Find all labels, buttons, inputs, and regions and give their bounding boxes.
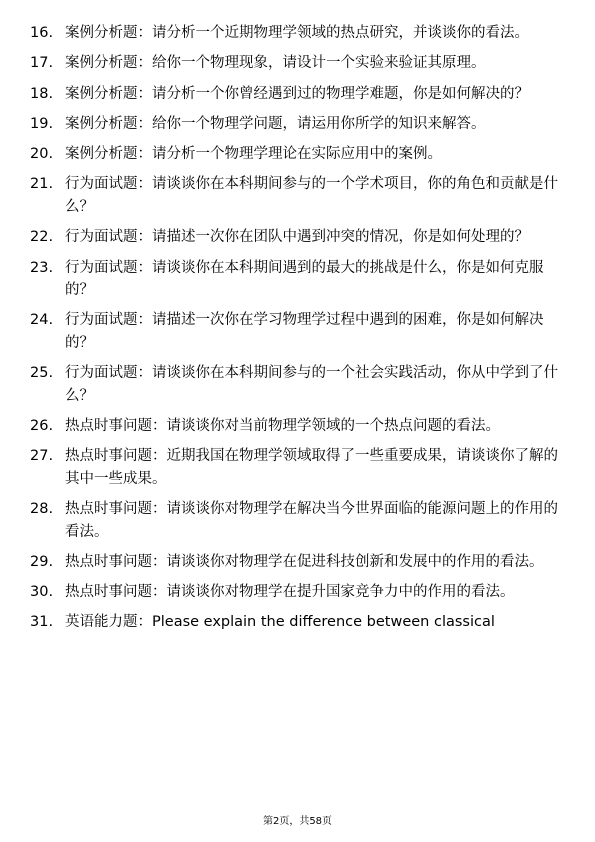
question-number: 18. — [30, 85, 54, 102]
question-number: 24. — [30, 312, 54, 329]
question-number: 19. — [30, 115, 54, 132]
question-number: 28. — [30, 501, 54, 518]
question-item — [0, 362, 595, 407]
question-number: 31. — [30, 614, 54, 631]
question-text: 行为面试题：请谈谈你在本科期间参与的一个学术项目，你的角色和贡献是什么？ — [65, 176, 558, 215]
question-number: 26. — [30, 417, 54, 434]
question-text: 行为面试题：请谈谈你在本科期间遇到的最大的挑战是什么，你是如何克服的？ — [65, 259, 544, 299]
question-item — [0, 257, 595, 302]
question-number: 27. — [30, 448, 54, 465]
question-text: 热点时事问题：请谈谈你对物理学在提升国家竞争力中的作用的看法。 — [65, 584, 515, 601]
question-item — [0, 581, 595, 604]
question-item — [0, 415, 595, 438]
question-item — [0, 173, 595, 218]
question-number: 20. — [30, 146, 54, 163]
page-footer — [0, 815, 595, 829]
question-number: 29. — [30, 553, 54, 570]
question-text: 英语能力题：Please explain the difference between classical — [65, 614, 495, 631]
question-text: 热点时事问题：请谈谈你对当前物理学领域的一个热点问题的看法。 — [65, 417, 500, 434]
question-text: 行为面试题：请描述一次你在团队中遇到冲突的情况，你是如何处理的？ — [65, 229, 529, 246]
question-item — [0, 551, 595, 574]
question-text: 热点时事问题：请谈谈你对物理学在解决当今世界面临的能源问题上的作用的看法。 — [65, 501, 558, 540]
question-item — [0, 52, 595, 75]
question-text: 案例分析题：给你一个物理学问题，请运用你所学的知识来解答。 — [65, 115, 486, 132]
question-number: 30. — [30, 584, 54, 601]
question-text: 案例分析题：请分析一个近期物理学领域的热点研究，并谈谈你的看法。 — [65, 25, 529, 41]
question-text: 热点时事问题：请谈谈你对物理学在促进科技创新和发展中的作用的看法。 — [65, 553, 544, 570]
question-item — [0, 445, 595, 490]
question-item — [0, 22, 595, 45]
question-number: 23. — [30, 259, 54, 276]
question-number: 21. — [30, 176, 54, 193]
question-text: 行为面试题：请谈谈你在本科期间参与的一个社会实践活动，你从中学到了什么？ — [65, 365, 558, 404]
question-text: 案例分析题：请分析一个物理学理论在实际应用中的案例。 — [65, 146, 442, 163]
question-text: 案例分析题：给你一个物理现象，请设计一个实验来验证其原理。 — [65, 55, 486, 72]
question-text: 案例分析题：请分析一个你曾经遇到过的物理学难题，你是如何解决的？ — [65, 85, 529, 102]
question-text: 行为面试题：请描述一次你在学习物理学过程中遇到的困难，你是如何解决的？ — [65, 312, 544, 351]
question-item — [0, 498, 595, 543]
question-number: 22. — [30, 229, 54, 246]
question-list — [0, 22, 595, 642]
question-number: 17. — [30, 55, 54, 72]
question-number: 25. — [30, 365, 54, 382]
page-indicator: 第2页，共58页 — [262, 816, 333, 827]
question-text: 热点时事问题：近期我国在物理学领域取得了一些重要成果，请谈谈你了解的其中一些成果。 — [65, 448, 558, 487]
question-item — [0, 226, 595, 249]
question-item — [0, 113, 595, 136]
question-item — [0, 83, 595, 106]
question-item — [0, 611, 595, 634]
question-item — [0, 143, 595, 166]
question-item — [0, 309, 595, 354]
question-number: 16. — [30, 25, 54, 41]
